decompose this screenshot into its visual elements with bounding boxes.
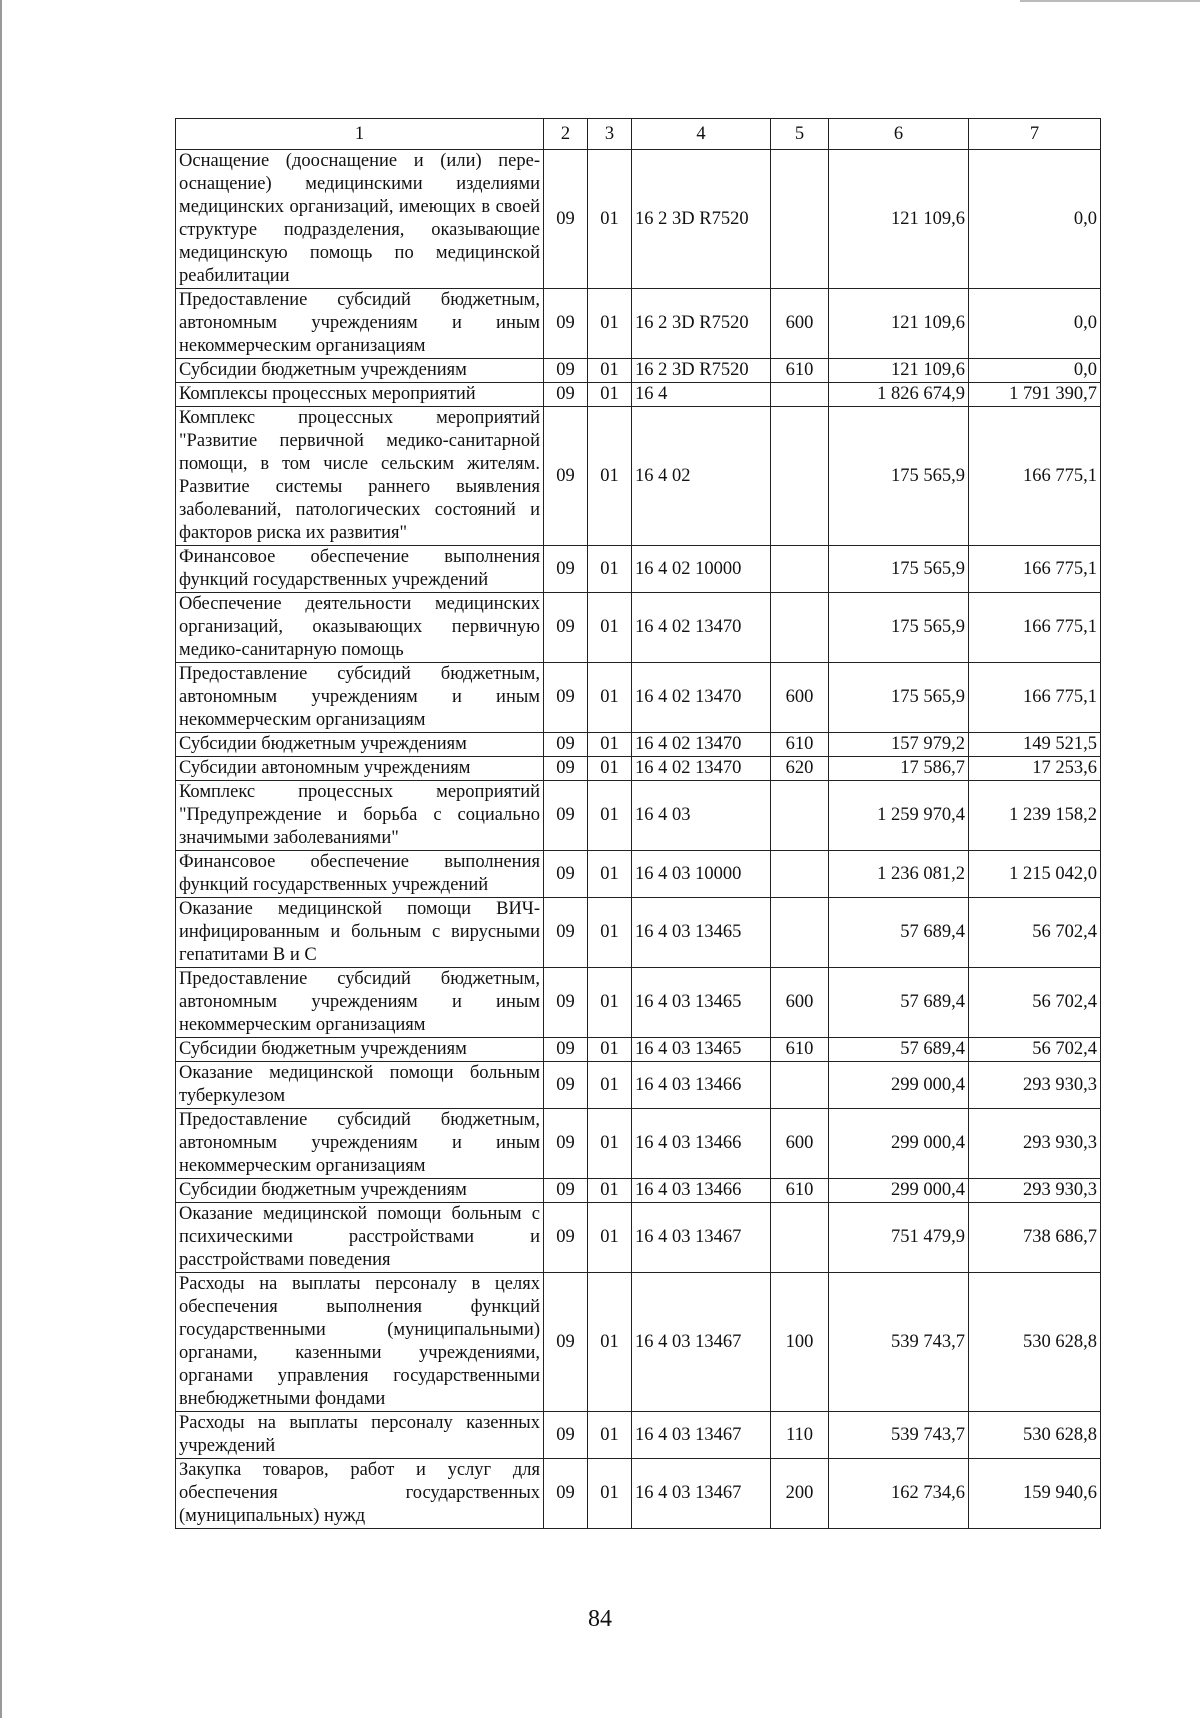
- table-row: [176, 407, 1101, 546]
- row-amount-2-cell: 166 775,1: [969, 663, 1101, 733]
- row-section-cell: 09: [544, 1273, 588, 1412]
- row-target-code-cell: 16 4 03 13467: [632, 1412, 771, 1459]
- table-row: [176, 1412, 1101, 1459]
- budget-table: [175, 118, 1101, 1529]
- row-amount-1-cell: 1 826 674,9: [829, 383, 969, 407]
- row-amount-2-cell: 1 791 390,7: [969, 383, 1101, 407]
- table-row: [176, 150, 1101, 289]
- scan-edge-top: [1020, 0, 1200, 2]
- row-name-cell: Оснащение (дооснащение и (или) пере-оснащение) медицинскими изделиями медицинских организаций, имеющих в своей структуре подразделения, оказывающие медицинскую помощь по медицинской реабилитации: [176, 150, 544, 289]
- row-amount-1-cell: 175 565,9: [829, 593, 969, 663]
- row-amount-2-cell: 149 521,5: [969, 733, 1101, 757]
- row-name-cell: Финансовое обеспечение выполнения функций государственных учреждений: [176, 851, 544, 898]
- table-row: [176, 1273, 1101, 1412]
- row-expense-type-cell: [771, 407, 829, 546]
- col-header-5: 5: [771, 119, 829, 150]
- row-subsection-cell: 01: [588, 383, 632, 407]
- row-subsection-cell: 01: [588, 289, 632, 359]
- row-name-cell: Комплекс процессных мероприятий "Предупреждение и борьба с социально значимыми заболеваниями": [176, 781, 544, 851]
- row-expense-type-cell: [771, 851, 829, 898]
- row-section-cell: 09: [544, 1412, 588, 1459]
- row-name-cell: Предоставление субсидий бюджетным, автономным учреждениям и иным некоммерческим организациям: [176, 1109, 544, 1179]
- row-subsection-cell: 01: [588, 1109, 632, 1179]
- row-subsection-cell: 01: [588, 1038, 632, 1062]
- row-subsection-cell: 01: [588, 968, 632, 1038]
- row-amount-1-cell: 299 000,4: [829, 1179, 969, 1203]
- row-target-code-cell: 16 4 03 13467: [632, 1203, 771, 1273]
- row-subsection-cell: 01: [588, 1273, 632, 1412]
- row-section-cell: 09: [544, 383, 588, 407]
- row-amount-1-cell: 1 259 970,4: [829, 781, 969, 851]
- row-expense-type-cell: [771, 898, 829, 968]
- row-amount-2-cell: 1 239 158,2: [969, 781, 1101, 851]
- row-amount-2-cell: 0,0: [969, 150, 1101, 289]
- row-expense-type-cell: [771, 1203, 829, 1273]
- page-number: 84: [588, 1606, 612, 1632]
- row-expense-type-cell: 610: [771, 359, 829, 383]
- row-section-cell: 09: [544, 1459, 588, 1529]
- row-expense-type-cell: [771, 1062, 829, 1109]
- row-name-cell: Оказание медицинской помощи больным туберкулезом: [176, 1062, 544, 1109]
- row-subsection-cell: 01: [588, 733, 632, 757]
- row-amount-2-cell: 0,0: [969, 289, 1101, 359]
- row-section-cell: 09: [544, 733, 588, 757]
- row-amount-1-cell: 539 743,7: [829, 1273, 969, 1412]
- row-target-code-cell: 16 4 03: [632, 781, 771, 851]
- table-row: [176, 1459, 1101, 1529]
- col-header-1: 1: [176, 119, 544, 150]
- row-subsection-cell: 01: [588, 359, 632, 383]
- row-expense-type-cell: [771, 150, 829, 289]
- row-subsection-cell: 01: [588, 757, 632, 781]
- table-row: [176, 1179, 1101, 1203]
- row-target-code-cell: 16 4 03 13467: [632, 1273, 771, 1412]
- row-name-cell: Субсидии бюджетным учреждениям: [176, 1179, 544, 1203]
- row-name-cell: Комплекс процессных мероприятий "Развитие первичной медико-санитарной помощи, в том числе сельским жителям. Развитие системы раннего выявления заболеваний, патологических состояний и факторов риска их развития": [176, 407, 544, 546]
- row-name-cell: Комплексы процессных мероприятий: [176, 383, 544, 407]
- row-amount-2-cell: 1 215 042,0: [969, 851, 1101, 898]
- scan-edge-left: [0, 0, 2, 1718]
- row-amount-1-cell: 299 000,4: [829, 1109, 969, 1179]
- row-target-code-cell: 16 2 3D R7520: [632, 359, 771, 383]
- table-row: [176, 359, 1101, 383]
- table-row: [176, 733, 1101, 757]
- row-name-cell: Предоставление субсидий бюджетным, автономным учреждениям и иным некоммерческим организациям: [176, 289, 544, 359]
- row-amount-1-cell: 157 979,2: [829, 733, 969, 757]
- row-amount-2-cell: 166 775,1: [969, 593, 1101, 663]
- table-row: [176, 1109, 1101, 1179]
- row-target-code-cell: 16 4 03 13466: [632, 1179, 771, 1203]
- row-name-cell: Субсидии бюджетным учреждениям: [176, 359, 544, 383]
- table-row: [176, 1203, 1101, 1273]
- row-section-cell: 09: [544, 1062, 588, 1109]
- row-target-code-cell: 16 4 02 13470: [632, 593, 771, 663]
- row-amount-1-cell: 175 565,9: [829, 546, 969, 593]
- row-amount-2-cell: 56 702,4: [969, 968, 1101, 1038]
- table-row: [176, 593, 1101, 663]
- row-subsection-cell: 01: [588, 663, 632, 733]
- row-section-cell: 09: [544, 150, 588, 289]
- row-expense-type-cell: 600: [771, 663, 829, 733]
- row-amount-1-cell: 121 109,6: [829, 289, 969, 359]
- row-amount-2-cell: 293 930,3: [969, 1062, 1101, 1109]
- table-row: [176, 546, 1101, 593]
- row-section-cell: 09: [544, 781, 588, 851]
- row-name-cell: Субсидии автономным учреждениям: [176, 757, 544, 781]
- row-expense-type-cell: 620: [771, 757, 829, 781]
- row-amount-1-cell: 17 586,7: [829, 757, 969, 781]
- row-amount-2-cell: 293 930,3: [969, 1109, 1101, 1179]
- row-section-cell: 09: [544, 968, 588, 1038]
- row-amount-1-cell: 57 689,4: [829, 898, 969, 968]
- row-target-code-cell: 16 4: [632, 383, 771, 407]
- row-amount-1-cell: 751 479,9: [829, 1203, 969, 1273]
- row-section-cell: 09: [544, 851, 588, 898]
- table-row: [176, 1062, 1101, 1109]
- row-amount-1-cell: 1 236 081,2: [829, 851, 969, 898]
- col-header-4: 4: [632, 119, 771, 150]
- row-section-cell: 09: [544, 546, 588, 593]
- row-subsection-cell: 01: [588, 1179, 632, 1203]
- row-amount-2-cell: 166 775,1: [969, 407, 1101, 546]
- row-target-code-cell: 16 4 03 13465: [632, 898, 771, 968]
- table-row: [176, 1038, 1101, 1062]
- row-subsection-cell: 01: [588, 1062, 632, 1109]
- row-amount-1-cell: 175 565,9: [829, 663, 969, 733]
- row-amount-1-cell: 57 689,4: [829, 968, 969, 1038]
- row-expense-type-cell: 610: [771, 1179, 829, 1203]
- row-target-code-cell: 16 4 02 13470: [632, 663, 771, 733]
- row-section-cell: 09: [544, 1203, 588, 1273]
- row-target-code-cell: 16 4 02 13470: [632, 757, 771, 781]
- row-amount-2-cell: 738 686,7: [969, 1203, 1101, 1273]
- row-name-cell: Оказание медицинской помощи ВИЧ-инфицированным и больным с вирусными гепатитами В и С: [176, 898, 544, 968]
- row-amount-1-cell: 162 734,6: [829, 1459, 969, 1529]
- row-section-cell: 09: [544, 663, 588, 733]
- row-expense-type-cell: 600: [771, 289, 829, 359]
- row-target-code-cell: 16 4 02 10000: [632, 546, 771, 593]
- row-target-code-cell: 16 2 3D R7520: [632, 289, 771, 359]
- row-target-code-cell: 16 4 03 13466: [632, 1109, 771, 1179]
- row-expense-type-cell: 200: [771, 1459, 829, 1529]
- row-expense-type-cell: [771, 383, 829, 407]
- row-section-cell: 09: [544, 289, 588, 359]
- row-target-code-cell: 16 4 03 10000: [632, 851, 771, 898]
- row-expense-type-cell: [771, 781, 829, 851]
- row-amount-1-cell: 57 689,4: [829, 1038, 969, 1062]
- col-header-6: 6: [829, 119, 969, 150]
- table-row: [176, 383, 1101, 407]
- row-expense-type-cell: 610: [771, 1038, 829, 1062]
- table-row: [176, 851, 1101, 898]
- row-amount-2-cell: 0,0: [969, 359, 1101, 383]
- row-name-cell: Субсидии бюджетным учреждениям: [176, 1038, 544, 1062]
- row-name-cell: Субсидии бюджетным учреждениям: [176, 733, 544, 757]
- row-target-code-cell: 16 4 03 13465: [632, 1038, 771, 1062]
- table-row: [176, 781, 1101, 851]
- table-header-row: [176, 119, 1101, 150]
- row-subsection-cell: 01: [588, 546, 632, 593]
- row-subsection-cell: 01: [588, 1203, 632, 1273]
- row-section-cell: 09: [544, 1038, 588, 1062]
- row-expense-type-cell: 600: [771, 968, 829, 1038]
- row-expense-type-cell: 100: [771, 1273, 829, 1412]
- table-row: [176, 898, 1101, 968]
- row-name-cell: Расходы на выплаты персоналу казенных учреждений: [176, 1412, 544, 1459]
- table-row: [176, 663, 1101, 733]
- row-subsection-cell: 01: [588, 1459, 632, 1529]
- row-subsection-cell: 01: [588, 851, 632, 898]
- row-section-cell: 09: [544, 757, 588, 781]
- row-expense-type-cell: 600: [771, 1109, 829, 1179]
- row-amount-1-cell: 121 109,6: [829, 150, 969, 289]
- col-header-7: 7: [969, 119, 1101, 150]
- row-amount-1-cell: 299 000,4: [829, 1062, 969, 1109]
- row-target-code-cell: 16 4 02: [632, 407, 771, 546]
- table-row: [176, 968, 1101, 1038]
- row-amount-2-cell: 56 702,4: [969, 1038, 1101, 1062]
- row-expense-type-cell: 110: [771, 1412, 829, 1459]
- row-amount-2-cell: 530 628,8: [969, 1412, 1101, 1459]
- row-target-code-cell: 16 4 03 13467: [632, 1459, 771, 1529]
- row-subsection-cell: 01: [588, 781, 632, 851]
- row-name-cell: Расходы на выплаты персоналу в целях обеспечения выполнения функций государственными (муниципальными) органами, казенными учреждениями, органами управления государственными внебюджетными фондами: [176, 1273, 544, 1412]
- row-target-code-cell: 16 4 03 13465: [632, 968, 771, 1038]
- row-name-cell: Предоставление субсидий бюджетным, автономным учреждениям и иным некоммерческим организациям: [176, 663, 544, 733]
- row-name-cell: Обеспечение деятельности медицинских организаций, оказывающих первичную медико-санитарную помощь: [176, 593, 544, 663]
- row-amount-2-cell: 17 253,6: [969, 757, 1101, 781]
- row-amount-1-cell: 121 109,6: [829, 359, 969, 383]
- row-expense-type-cell: 610: [771, 733, 829, 757]
- row-expense-type-cell: [771, 546, 829, 593]
- row-subsection-cell: 01: [588, 407, 632, 546]
- row-target-code-cell: 16 4 02 13470: [632, 733, 771, 757]
- row-subsection-cell: 01: [588, 593, 632, 663]
- row-amount-1-cell: 539 743,7: [829, 1412, 969, 1459]
- col-header-2: 2: [544, 119, 588, 150]
- row-name-cell: Оказание медицинской помощи больным с психическими расстройствами и расстройствами поведения: [176, 1203, 544, 1273]
- row-amount-2-cell: 530 628,8: [969, 1273, 1101, 1412]
- row-expense-type-cell: [771, 593, 829, 663]
- row-amount-2-cell: 293 930,3: [969, 1179, 1101, 1203]
- table-row: [176, 289, 1101, 359]
- row-section-cell: 09: [544, 1179, 588, 1203]
- row-section-cell: 09: [544, 359, 588, 383]
- col-header-3: 3: [588, 119, 632, 150]
- row-amount-1-cell: 175 565,9: [829, 407, 969, 546]
- row-name-cell: Предоставление субсидий бюджетным, автономным учреждениям и иным некоммерческим организациям: [176, 968, 544, 1038]
- row-target-code-cell: 16 4 03 13466: [632, 1062, 771, 1109]
- row-subsection-cell: 01: [588, 898, 632, 968]
- row-subsection-cell: 01: [588, 1412, 632, 1459]
- row-name-cell: Финансовое обеспечение выполнения функций государственных учреждений: [176, 546, 544, 593]
- row-amount-2-cell: 166 775,1: [969, 546, 1101, 593]
- row-section-cell: 09: [544, 1109, 588, 1179]
- row-target-code-cell: 16 2 3D R7520: [632, 150, 771, 289]
- row-amount-2-cell: 159 940,6: [969, 1459, 1101, 1529]
- row-name-cell: Закупка товаров, работ и услуг для обеспечения государственных (муниципальных) нужд: [176, 1459, 544, 1529]
- row-amount-2-cell: 56 702,4: [969, 898, 1101, 968]
- row-subsection-cell: 01: [588, 150, 632, 289]
- row-section-cell: 09: [544, 407, 588, 546]
- row-section-cell: 09: [544, 593, 588, 663]
- row-section-cell: 09: [544, 898, 588, 968]
- table-row: [176, 757, 1101, 781]
